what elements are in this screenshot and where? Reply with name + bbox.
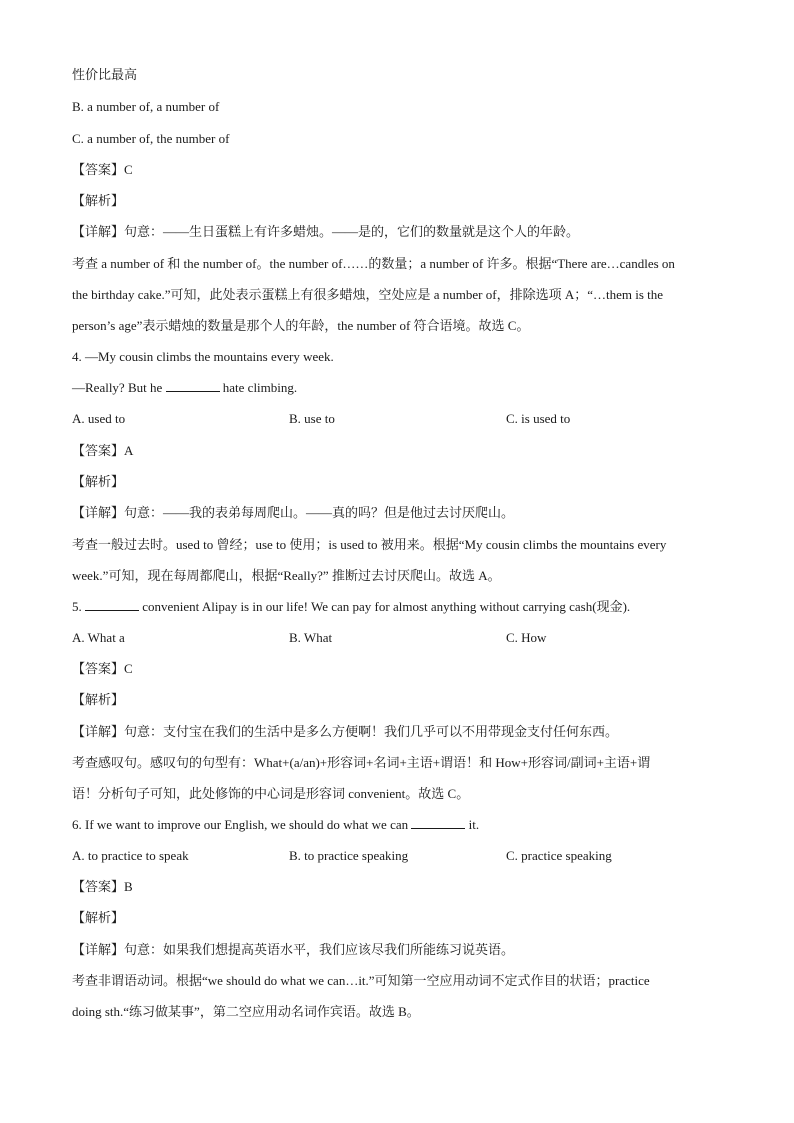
analysis-label xyxy=(72,472,124,492)
explanation-line xyxy=(72,566,501,586)
answer-label: 【答案】 xyxy=(72,879,125,894)
explanation-line xyxy=(72,285,663,305)
answer-blank xyxy=(411,816,465,829)
answer-value: C xyxy=(124,661,133,676)
option-b: B. What xyxy=(289,630,333,645)
answer-label: 【答案】 xyxy=(72,661,125,676)
text: 6. If we want to improve our English, we should do what we can xyxy=(72,817,412,832)
explanation-line xyxy=(72,784,469,804)
answer-line xyxy=(72,441,133,461)
answer-value: A xyxy=(124,443,134,458)
text: B. a number of, a number of xyxy=(72,99,220,114)
analysis-label xyxy=(72,908,124,928)
detail-line xyxy=(72,722,618,742)
answer-label: 【答案】 xyxy=(72,443,125,458)
option-b: B. to practice speaking xyxy=(289,848,409,863)
explanation-line xyxy=(72,753,650,773)
text: 考查非谓语动词。根据“we should do what we can…it.”可知第一空应用动词不定式作目的状语；practice xyxy=(72,973,650,988)
detail-line xyxy=(72,222,579,242)
explanation-line xyxy=(72,535,666,555)
detail-label: 【详解】 xyxy=(72,224,125,239)
text: it. xyxy=(465,817,480,832)
options-row xyxy=(72,846,732,866)
analysis-label xyxy=(72,690,124,710)
text: doing sth.“练习做某事”，第二空应用动名词作宾语。故选 B。 xyxy=(72,1004,420,1019)
detail-text: 句意：——我的表弟每周爬山。——真的吗？但是他过去讨厌爬山。 xyxy=(124,505,515,520)
explanation-line xyxy=(72,971,650,991)
detail-text: 句意：——生日蛋糕上有许多蜡烛。——是的，它们的数量就是这个人的年龄。 xyxy=(124,224,580,239)
question-4-line2 xyxy=(72,378,297,398)
text: hate climbing. xyxy=(219,380,298,395)
detail-line xyxy=(72,940,514,960)
text: 考查 a number of 和 the number of。the number of……的数量；a number of 许多。根据“There are…candles on xyxy=(72,256,675,271)
text: 语！分析句子可知，此处修饰的中心词是形容词 convenient。故选 C。 xyxy=(72,786,470,801)
answer-line xyxy=(72,160,133,180)
answer-line xyxy=(72,659,133,679)
option-c: C. How xyxy=(506,630,547,645)
option-a: A. to practice to speak xyxy=(72,848,189,863)
answer-line xyxy=(72,877,133,897)
text: —Really? But he xyxy=(72,380,166,395)
text: week.”可知，现在每周都爬山，根据“Really?” 推断过去讨厌爬山。故选 A。 xyxy=(72,568,501,583)
text: 性价比最高 xyxy=(72,67,138,82)
text: 【解析】 xyxy=(72,692,125,707)
option-a: A. used to xyxy=(72,411,126,426)
option-c: C. is used to xyxy=(506,411,571,426)
option-a: A. What a xyxy=(72,630,125,645)
explanation-line xyxy=(72,316,529,336)
text: convenient Alipay is in our life! We can pay for almost anything without carrying cash(现金). xyxy=(139,599,631,614)
detail-label: 【详解】 xyxy=(72,505,125,520)
detail-line xyxy=(72,503,514,523)
text: 【解析】 xyxy=(72,474,125,489)
explanation-line xyxy=(72,254,675,274)
answer-blank xyxy=(166,379,220,392)
option-c: C. practice speaking xyxy=(506,848,612,863)
detail-text: 句意：如果我们想提高英语水平，我们应该尽我们所能练习说英语。 xyxy=(124,942,515,957)
options-row xyxy=(72,628,732,648)
option-b: B. use to xyxy=(289,411,335,426)
text: 考查感叹句。感叹句的句型有：What+(a/an)+形容词+名词+主语+谓语！和 How+形容词/副词+主语+谓 xyxy=(72,755,651,770)
answer-value: C xyxy=(124,162,133,177)
analysis-label xyxy=(72,191,124,211)
question-5 xyxy=(72,597,630,617)
explanation-line xyxy=(72,1002,420,1022)
text: 【解析】 xyxy=(72,910,125,925)
detail-label: 【详解】 xyxy=(72,942,125,957)
question-6 xyxy=(72,815,479,835)
text: person’s age”表示蜡烛的数量是那个人的年龄，the number of 符合语境。故选 C。 xyxy=(72,318,530,333)
detail-label: 【详解】 xyxy=(72,724,125,739)
answer-label: 【答案】 xyxy=(72,162,125,177)
option-b-prev xyxy=(72,97,219,117)
question-4 xyxy=(72,347,334,367)
detail-text: 句意：支付宝在我们的生活中是多么方便啊！我们几乎可以不用带现金支付任何东西。 xyxy=(124,724,619,739)
answer-blank xyxy=(85,598,139,611)
text: 5. xyxy=(72,599,85,614)
text: 4. —My cousin climbs the mountains every week. xyxy=(72,349,334,364)
options-row xyxy=(72,409,732,429)
option-c-prev xyxy=(72,129,229,149)
text: C. a number of, the number of xyxy=(72,131,230,146)
text: 考查一般过去时。used to 曾经；use to 使用；is used to 被用来。根据“My cousin climbs the mountains every xyxy=(72,537,667,552)
answer-value: B xyxy=(124,879,133,894)
text: the birthday cake.”可知，此处表示蛋糕上有很多蜡烛，空处应是 a number of，排除选项 A；“…them is the xyxy=(72,287,664,302)
text: 【解析】 xyxy=(72,193,125,208)
text-line xyxy=(72,65,137,85)
